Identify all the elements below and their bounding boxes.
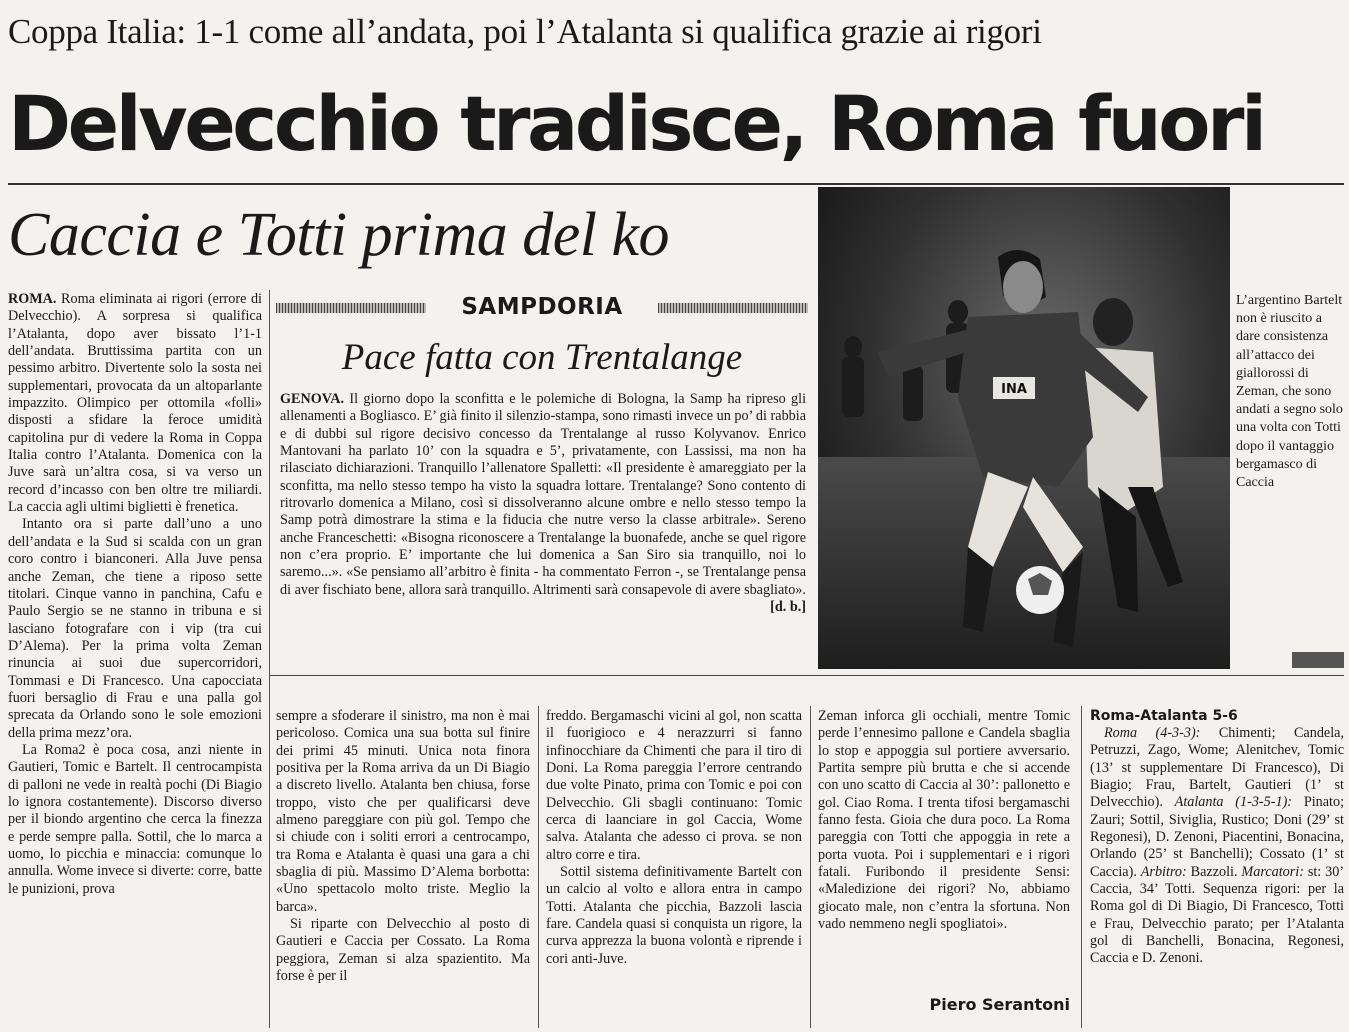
- column-divider: [810, 706, 811, 1028]
- article-paragraph: [8, 291, 262, 516]
- main-headline: Delvecchio tradisce, Roma fuori: [8, 79, 1264, 168]
- atalanta-label: Atalanta (1-3-5-1):: [1174, 794, 1293, 811]
- column-divider: [1081, 706, 1082, 1028]
- sidebar-title: Pace fatta con Trentalange: [341, 337, 743, 378]
- banner-hatch-left: [276, 303, 426, 313]
- paragraph-text: Roma eliminata ai rigori (errore di Delvecchio). A sorpresa si qualifica l’Atalanta, dopo aver bissato l’1-1 dell’andata. Bruttissima partita con un pessimo arbitro. Divertente solo la sosta nei supplementari, provocata da un altoparlante impazzito. Olimpico per ottomila «folli» disposti a sfidare la feroce umidità capitolina pur di vedere la Roma in Coppa Italia contro l’Atalanta. Domenica con la Juve sarà un’altra cosa, si va verso un record d’incasso con ben oltre tre miliardi. La caccia agli ultimi biglietti è frenetica.: [8, 291, 262, 516]
- middle-rule: [270, 675, 1344, 676]
- subheadline: Caccia e Totti prima del ko: [8, 201, 669, 269]
- scoreboard-title: Roma-Atalanta 5-6: [1090, 708, 1238, 724]
- dateline: ROMA.: [8, 291, 57, 307]
- byline: Piero Serantoni: [929, 995, 1070, 1014]
- banner-label: SAMPDORIA: [461, 294, 623, 320]
- article-column-1: [8, 291, 262, 1029]
- header-rule: [8, 183, 1344, 185]
- sampdoria-sidebar: [276, 288, 808, 670]
- roma-label: Roma (4-3-3):: [1104, 725, 1201, 741]
- article-paragraph: Zeman inforca gli occhiali, mentre Tomic perde l’ennesimo pallone e Candela sbaglia lo stop e appoggia sul portiere avversario. Partita sempre più brutta e che si accende con uno scatto di Caccia al 30’: pallonetto e gol. Ciao Roma. I trenta tifosi bergamaschi fanno festa. Gioia che dura poco. La Roma pareggia con Totti che appoggia in rete a porta vuota. Poi i supplementari e i rigori fatali. Furibondo il presidente Sensi: «Maledizione dei rigori? No, abbiamo giocato male, non c’entra la sfortuna. Non vado nemmeno negli spogliatoi».: [818, 708, 1070, 933]
- article-paragraph: freddo. Bergamaschi vicini al gol, non scatta il fuorigioco e 4 nerazzurri si fanno infinocchiare da Chimenti che para il tiro di Doni. La Roma pareggia l’errore centrando due volte Pinato, prima con Tomic e poi con Delvecchio. Gli sbagli continuano: Tomic cerca di laanciare in gol Caccia, Wome salva. Atalanta che adesso ci prova. se non altro corre e tira.: [546, 708, 802, 863]
- section-banner: [276, 292, 808, 322]
- atalanta-lineup: Pinato; Zauri; Sottil, Siviglia, Rustico; Doni (29’ st Regonesi), D. Zenoni, Piacentini, Bonacina, Orlando (25’ st Banchelli); Cossato (1’ st Caccia).: [1090, 794, 1344, 880]
- arbitro-name: Bazzoli.: [1190, 863, 1238, 880]
- soccer-ball: [1016, 566, 1064, 614]
- roma-lineup: Chimenti; Candela, Petruzzi, Zago, Wome; Alenitchev, Tomic (13’ st supplementare Di Francesco), Di Biagio; Frau, Bartelt, Gautieri (1’ st Delvecchio).: [1090, 725, 1344, 811]
- column-divider: [538, 706, 539, 1028]
- banner-hatch-right: [658, 303, 808, 313]
- article-paragraph: Intanto ora si parte dall’uno a uno dell’andata e la Sud si scalda con un gran coro contro i bianconeri. Alla Juve pensa anche Zeman, che tiene a riposo sette titolari. Cinque vanno in panchina, Cafu e Paulo Sergio se ne stanno in tribuna e si lasciano fotografare con i vip (tra cui D’Alema). Per la prima volta Zeman rinuncia ai suoi due supercorridori, Tommasi e Di Francesco. Una capocciata fuori bersaglio di Frau e una palla gol sprecata da Orlando sono le sole emozioni della prima mezz’ora.: [8, 516, 262, 741]
- article-paragraph: La Roma2 è poca cosa, anzi niente in Gautieri, Tomic e Bartelt. Il centrocampista di palloni ne vede in realtà pochi (Di Biagio lo ignora costantemente). Discorso diverso per il biondo argentino che cerca la finezza e perde sempre palla. Sottil, che lo marca a uomo, lo picchia e minaccia: comunque lo annulla. Wome invece si diverte: corre, batte le punizioni, prova: [8, 741, 262, 897]
- sidebar-text: Il giorno dopo la sconfitta e le polemiche di Bologna, la Samp ha ripreso gli allenamenti a Bogliasco. E’ già finito il silenzio-stampa, sono rimasti invece un po’ di rabbia e di dubbi sul rigore decisivo concesso da Trentalange al russo Kolyvanov. Enrico Mantovani ha parlato 10’ con la squadra e 5’, privatamente, con Lassissi, ma non ha rilasciato dichiarazioni. Tranquillo l’allenatore Spalletti: «Il presidente è amareggiato per la sconfitta, ma nello stesso tempo ha visto la squadra lottare. Trentalange? Sono contento di ritrovarlo domenica a Milano, così si dissolveranno alcune ombre e nello stesso tempo la Samp potrà dimostrare la stima e la fiducia che nutre verso la classe arbitrale». Sereno anche Franceschetti: «Bisogna riconoscere a Trentalange la buonafede, anche se quel rigore non c’era proprio. E’ importante che lui domenica a San Siro sia tranquillo, noi lo saremo...». «Se pensiamo all’arbitro è finita - ha commentato Ferron -, se Trentalange pensa di aver fischiato bene, allora sarà tranquillo. Altrimenti sarà consapevole di avere sbagliato».: [280, 391, 806, 598]
- photo-illustration: [818, 187, 1230, 669]
- match-photo: [818, 187, 1230, 669]
- photo-caption: L’argentino Bartelt non è riuscito a dare consistenza all’attacco dei giallorossi di Zeman, che sono andati a segno solo una volta con Totti dopo il vantaggio bergamasco di Caccia: [1236, 293, 1343, 491]
- column-divider: [269, 290, 270, 1028]
- article-paragraph: sempre a sfoderare il sinistro, ma non è mai pericoloso. Comica una sua botta sul finire dei primi 45 minuti. Unica nota finora positiva per la Roma arriva da un Di Biagio a discreto livello. Atalanta ben chiusa, forse troppo, visto che per qualificarsi deve almeno pareggiare con più gol. Tempo che si chiude con i soliti errori a centrocampo, tra Roma e Atalanta è quasi una gara a chi sbaglia di più. Massimo D’Alema borbotta: «Uno spettacolo molto triste. Meglio la barca».: [276, 708, 530, 915]
- sidebar-dateline: GENOVA.: [280, 391, 344, 407]
- article-paragraph: Sottil sistema definitivamente Bartelt con un calcio al volto e allora entra in campo Totti. Atalanta che picchia, Bazzoli lascia fare. Candela quasi si conquista un rigore, la curva apprezza la buona volontà e riprende i cori anti-Juve.: [546, 864, 802, 967]
- article-column-2: [276, 708, 530, 1028]
- shirt-sponsor-text: INA: [1001, 382, 1027, 397]
- article-paragraph: Si riparte con Delvecchio al posto di Gautieri e Caccia per Cossato. La Roma peggiora, Zeman si alza spazientito. Ma forse è per il: [276, 916, 530, 985]
- article-column-3: [546, 708, 802, 1028]
- sidebar-body: [280, 391, 806, 661]
- scoreboard-box: [1090, 708, 1344, 1028]
- marcatori-text: st: 30’ Caccia, 34’ Totti. Sequenza rigori: per la Roma gol di Di Biagio, Di Francesco, Totti e Frau, Delvecchio parato; per l’Atalanta gol di Banchelli, Bonacina, Regonesi, Caccia e D. Zenoni.: [1090, 863, 1344, 967]
- caption-marker: [1292, 652, 1344, 668]
- article-column-4: [818, 708, 1070, 988]
- marcatori-label: Marcatori:: [1241, 863, 1304, 880]
- sidebar-signature: [d. b.]: [770, 599, 806, 616]
- arbitro-label: Arbitro:: [1140, 863, 1187, 880]
- kicker-headline: Coppa Italia: 1-1 come all’andata, poi l’Atalanta si qualifica grazie ai rigori: [8, 12, 1042, 51]
